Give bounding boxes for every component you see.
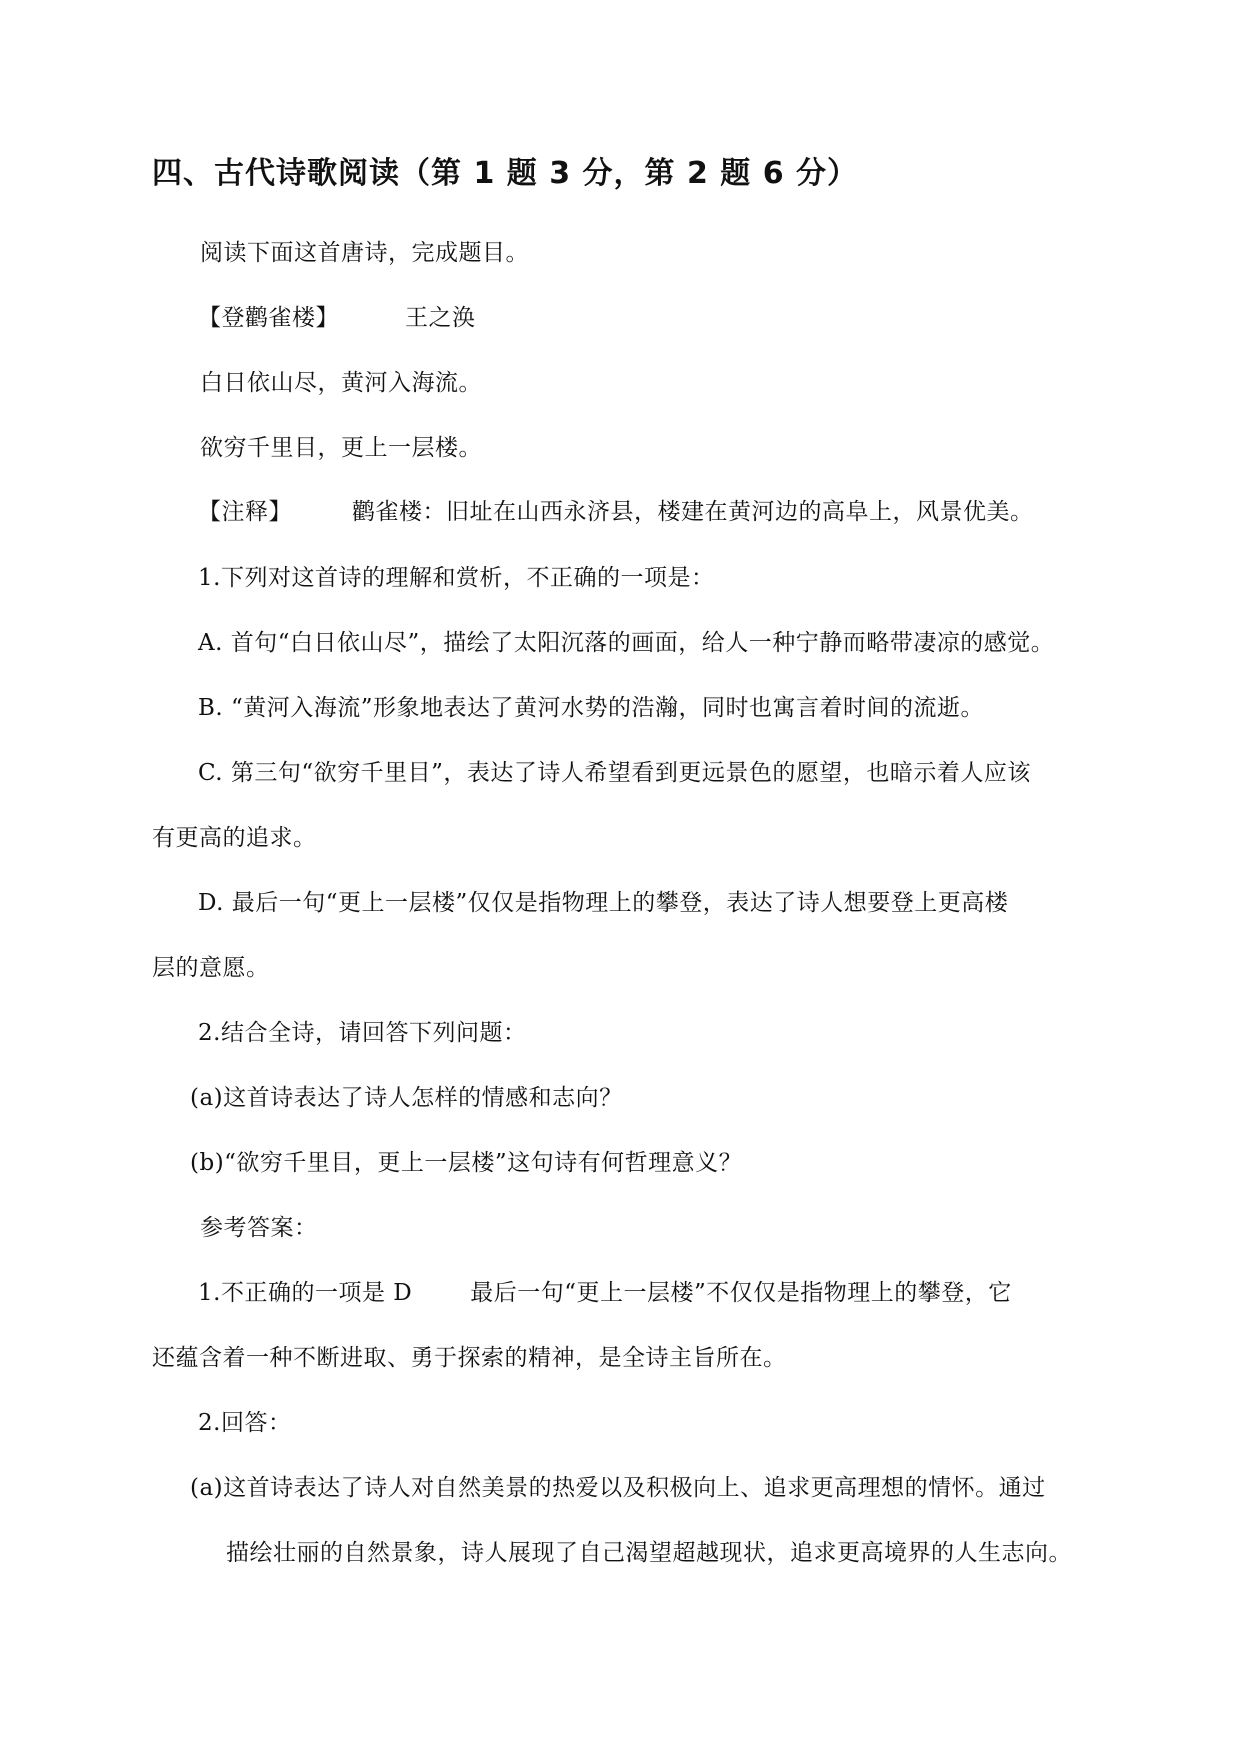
question-2-part-a: (a)这首诗表达了诗人怎样的情感和志向？ [190, 1085, 623, 1111]
poem-line-2: 欲穷千里目，更上一层楼。 [200, 435, 482, 461]
question-1-option-d: D. 最后一句“更上一层楼”仅仅是指物理上的攀登，表达了诗人想要登上更高楼 [198, 890, 1009, 916]
question-2-stem: 2.结合全诗，请回答下列问题： [198, 1020, 527, 1046]
poem-line-1: 白日依山尽，黄河入海流。 [200, 370, 482, 396]
answer-1-text: 最后一句“更上一层楼”不仅仅是指物理上的攀登，它 [470, 1280, 1012, 1306]
annotation-text: 鹳雀楼：旧址在山西永济县，楼建在黄河边的高阜上，风景优美。 [352, 499, 1034, 525]
question-1-option-c: C. 第三句“欲穷千里目”，表达了诗人希望看到更远景色的愿望，也暗示着人应该 [198, 760, 1031, 786]
answer-1 [198, 1278, 1012, 1308]
answer-2-heading: 2.回答： [198, 1410, 292, 1436]
answer-2-part-a-cont: 描绘壮丽的自然景象，诗人展现了自己渴望超越现状，追求更高境界的人生志向。 [226, 1540, 1072, 1566]
annotation [198, 497, 1034, 527]
question-1-stem: 1.下列对这首诗的理解和赏析，不正确的一项是： [198, 565, 715, 591]
answers-heading: 参考答案： [200, 1215, 318, 1241]
question-1-option-c-cont: 有更高的追求。 [152, 825, 317, 851]
poem-heading [198, 303, 476, 333]
annotation-label: 【注释】 [198, 499, 292, 525]
question-2-part-b: (b)“欲穷千里目，更上一层楼”这句诗有何哲理意义？ [190, 1150, 743, 1176]
question-1-option-b: B. “黄河入海流”形象地表达了黄河水势的浩瀚，同时也寓言着时间的流逝。 [198, 695, 985, 721]
answer-1-lead: 1.不正确的一项是 D [198, 1280, 413, 1306]
poem-title: 【登鹳雀楼】 [198, 305, 339, 331]
answer-1-cont: 还蕴含着一种不断进取、勇于探索的精神，是全诗主旨所在。 [152, 1345, 787, 1371]
intro-text: 阅读下面这首唐诗，完成题目。 [200, 240, 529, 266]
question-1-option-d-cont: 层的意愿。 [152, 955, 270, 981]
section-title: 四、古代诗歌阅读（第 1 题 3 分，第 2 题 6 分） [152, 156, 859, 191]
question-1-option-a: A. 首句“白日依山尽”，描绘了太阳沉落的画面，给人一种宁静而略带凄凉的感觉。 [198, 630, 1055, 656]
poem-author: 王之涣 [405, 305, 476, 331]
answer-2-part-a: (a)这首诗表达了诗人对自然美景的热爱以及积极向上、追求更高理想的情怀。通过 [190, 1475, 1046, 1501]
